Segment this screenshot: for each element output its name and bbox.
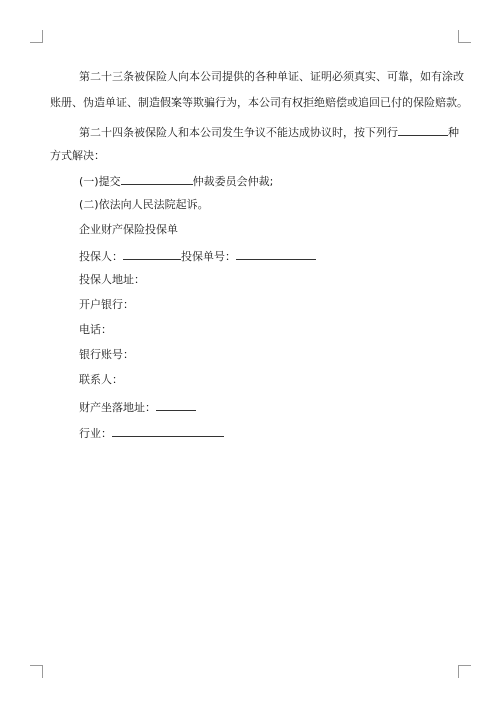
contact-label: 联系人： xyxy=(79,373,123,386)
bank-label: 开户银行： xyxy=(79,298,134,311)
address-row xyxy=(79,273,145,287)
corner-mark-top-right xyxy=(458,30,471,43)
clause-23-text-1: 第二十三条被保险人向本公司提供的各种单证、证明必须真实、可靠，如有涂改 xyxy=(79,70,464,83)
property-address-field[interactable] xyxy=(156,399,196,411)
arbitration-committee-blank[interactable] xyxy=(121,173,193,185)
option-2-text: (二)依法向人民法院起诉。 xyxy=(79,198,209,211)
clause-24-blank[interactable] xyxy=(398,124,448,136)
option-1-prefix: (一)提交 xyxy=(79,175,121,188)
phone-label: 电话： xyxy=(79,323,112,336)
industry-row xyxy=(79,425,224,441)
insured-field[interactable] xyxy=(123,248,181,260)
clause-24-tail: 种 xyxy=(448,126,459,139)
option-2 xyxy=(79,198,209,212)
clause-24-text-2: 方式解决： xyxy=(50,149,105,162)
address-label: 投保人地址： xyxy=(79,273,145,286)
option-1 xyxy=(79,173,273,189)
clause-24-line-1 xyxy=(79,124,459,140)
policy-no-field[interactable] xyxy=(236,248,316,260)
option-1-suffix: 仲裁委员会仲裁; xyxy=(192,175,274,188)
insured-label: 投保人： xyxy=(79,250,123,263)
corner-mark-bottom-left xyxy=(30,665,43,678)
phone-row xyxy=(79,323,112,337)
account-row xyxy=(79,348,134,362)
corner-mark-bottom-right xyxy=(458,665,471,678)
industry-field[interactable] xyxy=(112,425,224,437)
clause-23-text-2: 账册、伪造单证、制造假案等欺骗行为，本公司有权拒绝赔偿或追回已付的保险赔款。 xyxy=(50,96,468,109)
property-address-label: 财产坐落地址： xyxy=(79,401,156,414)
industry-label: 行业： xyxy=(79,427,112,440)
policy-no-label: 投保单号： xyxy=(181,250,236,263)
account-label: 银行账号： xyxy=(79,348,134,361)
form-title-text: 企业财产保险投保单 xyxy=(79,223,178,236)
clause-24-line-2 xyxy=(50,149,105,163)
bank-row xyxy=(79,298,134,312)
corner-mark-top-left xyxy=(30,30,43,43)
insured-row xyxy=(79,248,316,264)
clause-23-line-1 xyxy=(79,70,464,84)
clause-23-line-2 xyxy=(50,96,468,110)
clause-24-text-1: 第二十四条被保险人和本公司发生争议不能达成协议时，按下列行 xyxy=(79,126,398,139)
property-address-row xyxy=(79,399,196,415)
contact-row xyxy=(79,373,123,387)
form-title xyxy=(79,223,178,237)
